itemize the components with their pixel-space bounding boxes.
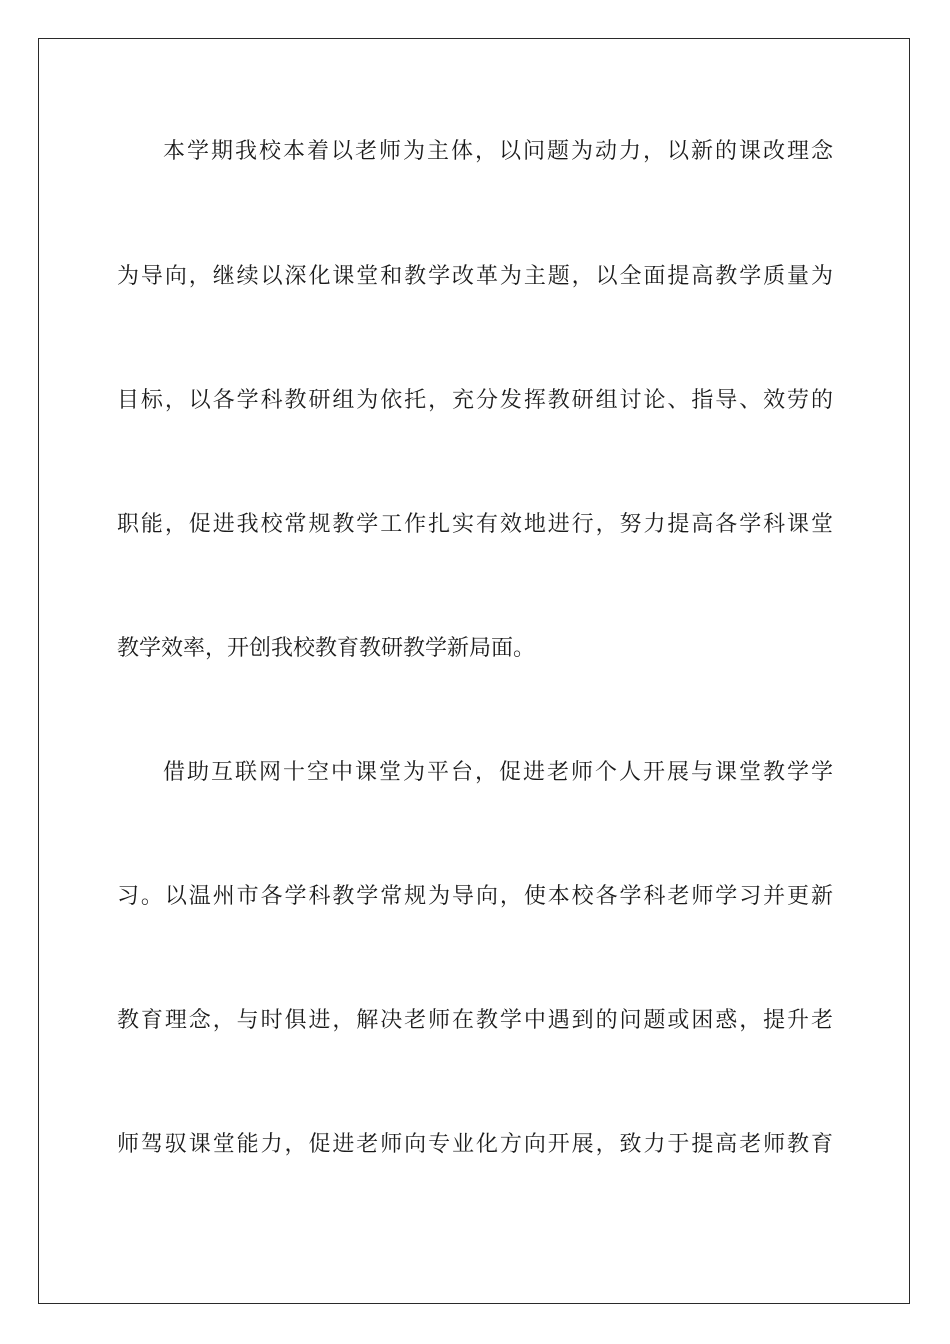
- paragraph-2-line-1: 借助互联网十空中课堂为平台，促进老师个人开展与课堂教学学: [163, 760, 833, 785]
- page-border: [38, 38, 910, 1304]
- paragraph-1-line-4: 职能，促进我校常规教学工作扎实有效地进行，努力提高各学科课堂: [117, 512, 833, 537]
- paragraph-1-line-1: 本学期我校本着以老师为主体，以问题为动力，以新的课改理念: [163, 139, 833, 164]
- paragraph-2-line-2: 习。以温州市各学科教学常规为导向，使本校各学科老师学习并更新: [117, 884, 833, 909]
- paragraph-1-line-5: 教学效率，开创我校教育教研教学新局面。: [117, 636, 536, 661]
- paragraph-2-line-4: 师驾驭课堂能力，促进老师向专业化方向开展，致力于提高老师教育: [117, 1132, 833, 1157]
- paragraph-2-line-3: 教育理念，与时俱进，解决老师在教学中遇到的问题或困惑，提升老: [117, 1008, 833, 1033]
- paragraph-1-line-3: 目标，以各学科教研组为依托，充分发挥教研组讨论、指导、效劳的: [117, 388, 833, 413]
- paragraph-1-line-2: 为导向，继续以深化课堂和教学改革为主题，以全面提高教学质量为: [117, 264, 833, 289]
